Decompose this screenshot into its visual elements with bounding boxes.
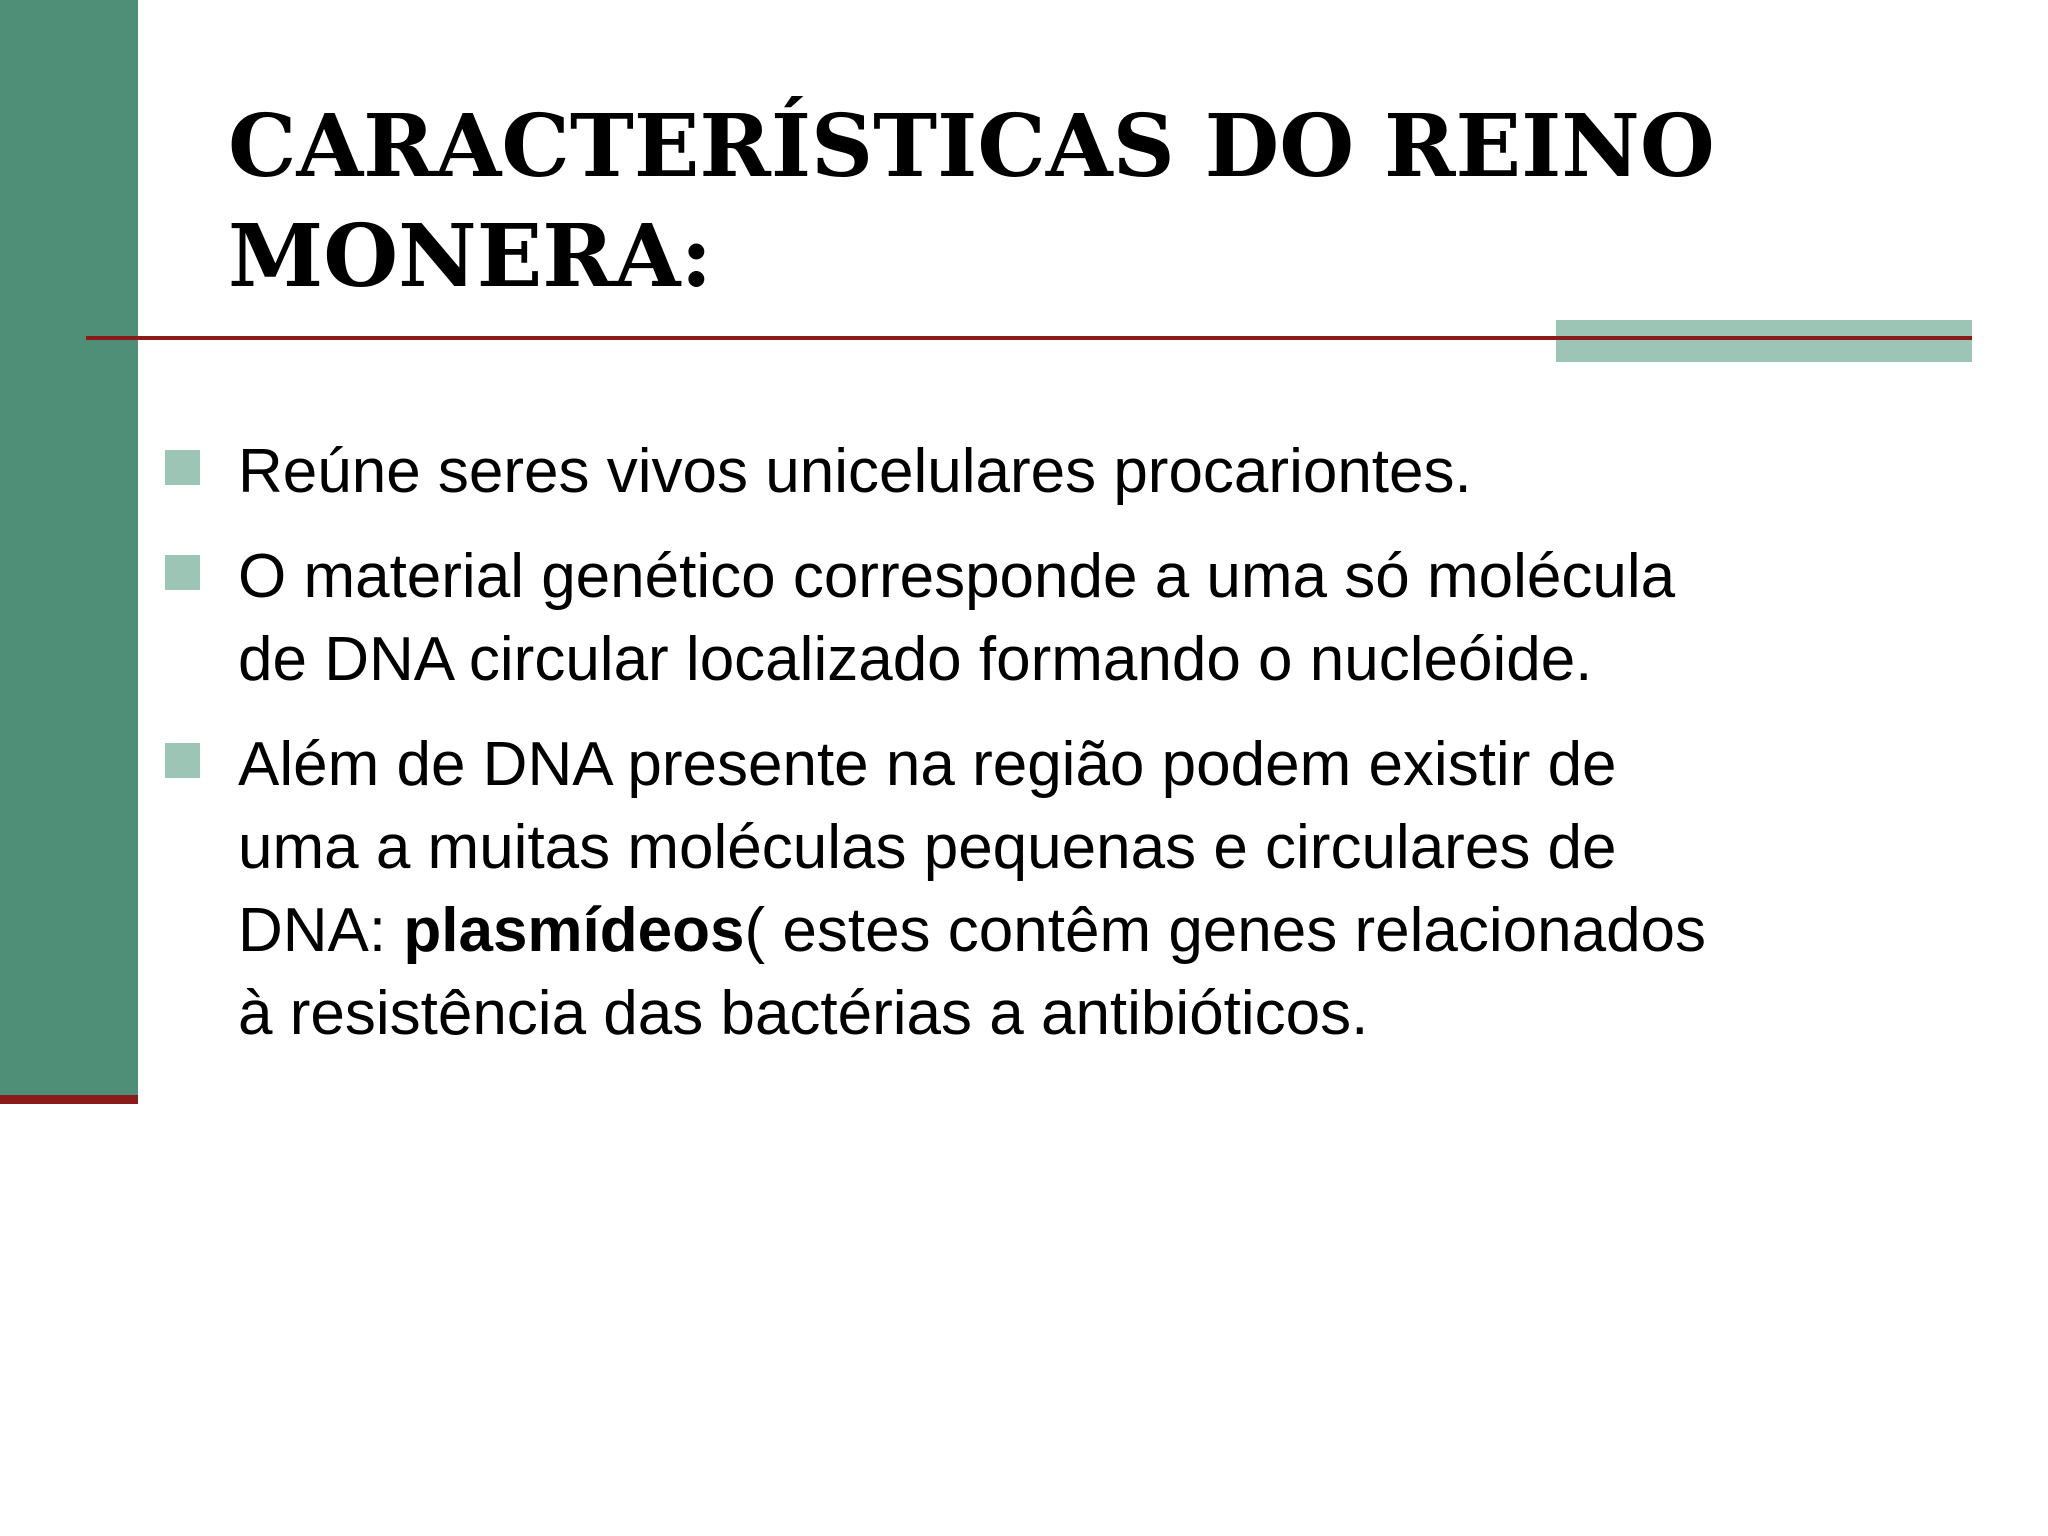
bullet-3-line-3 bbox=[238, 889, 1958, 972]
bullet-3-line-1: Além de DNA presente na região podem existir de bbox=[238, 730, 1617, 799]
plasmideos-term: plasmídeos bbox=[403, 896, 745, 965]
bullet-1-text: Reúne seres vivos unicelulares procariontes. bbox=[238, 437, 1472, 506]
bullet-3-line-4: à resistência das bactérias a antibióticos. bbox=[238, 979, 1369, 1048]
square-bullet-icon bbox=[165, 450, 200, 485]
title-accent-block bbox=[1556, 320, 1972, 362]
bullet-item-3 bbox=[0, 723, 2048, 1055]
bullet-3-suffix: ( estes contêm genes relacionados bbox=[744, 896, 1707, 965]
slide-title bbox=[228, 92, 1928, 312]
side-band-edge bbox=[0, 1095, 138, 1104]
bullet-list bbox=[0, 430, 2048, 1077]
square-bullet-icon bbox=[165, 555, 200, 590]
title-rule bbox=[86, 336, 1972, 340]
square-bullet-icon bbox=[165, 743, 200, 778]
bullet-item-2 bbox=[0, 535, 2048, 701]
title-line-2: MONERA: bbox=[228, 206, 713, 307]
bullet-3-prefix: DNA: bbox=[238, 896, 404, 965]
title-line-1: CARACTERÍSTICAS DO REINO bbox=[228, 96, 1715, 197]
bullet-2-line-1: O material genético corresponde a uma só molécula bbox=[238, 542, 1676, 611]
bullet-item-1 bbox=[0, 430, 2048, 513]
bullet-2-line-2: de DNA circular localizado formando o nucleóide. bbox=[238, 625, 1593, 694]
bullet-3-line-2: uma a muitas moléculas pequenas e circulares de bbox=[238, 813, 1617, 882]
